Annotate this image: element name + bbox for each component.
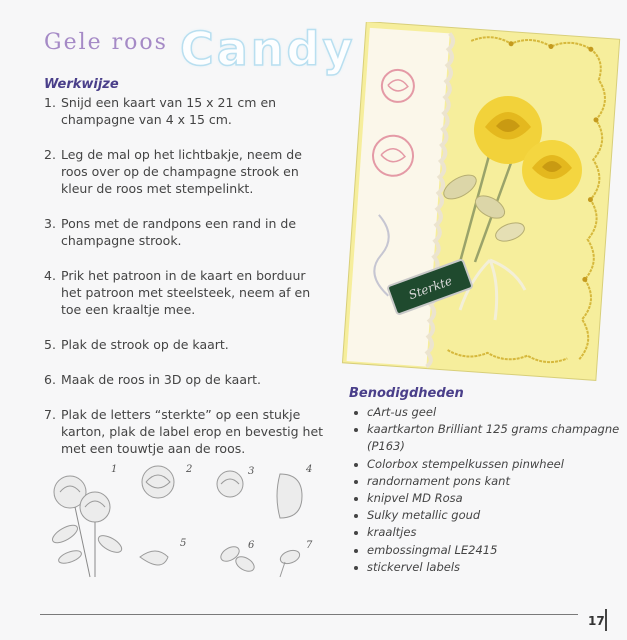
- supplies-list: [353, 404, 627, 576]
- rose-stages-drawing: [40, 462, 340, 592]
- stage-label: 3: [248, 466, 255, 477]
- step-item: 4. Prik het patroon in de kaart en borduur het patroon met steelsteek, neem af en toe een kraaltje mee.: [44, 268, 311, 317]
- rose-stages-illustration: [40, 462, 340, 592]
- stage-label: 6: [248, 540, 255, 551]
- method-heading: Werkwijze: [44, 77, 119, 92]
- step-text: Snijd een kaart van 15 x 21 cm en champagne van 4 x 15 cm.: [61, 95, 277, 127]
- step-text: Prik het patroon in de kaart en borduur het patroon met steelsteek, neem af en toe een kraaltje mee.: [61, 268, 311, 317]
- supply-item: Sulky metallic goud: [353, 507, 627, 524]
- supply-item: stickervel labels: [353, 559, 627, 576]
- step-text: Leg de mal op het lichtbakje, neem de roos over op de champagne strook en kleur de roos met stempelinkt.: [61, 147, 302, 196]
- supply-item: kaartkarton Brilliant 125 grams champagne (P163): [353, 421, 627, 455]
- supply-item: cArt-us geel: [353, 404, 627, 421]
- card-label-text: Sterkte: [406, 273, 454, 303]
- step-item: 5. Plak de strook op de kaart.: [44, 337, 229, 352]
- page-number-bar: [605, 609, 607, 631]
- card-photo: [340, 22, 622, 382]
- page-number: 17: [588, 614, 605, 628]
- step-item: 6. Maak de roos in 3D op de kaart.: [44, 372, 261, 387]
- stage-label: 2: [186, 464, 193, 475]
- step-text: Plak de letters “sterkte” op een stukje karton, plak de label erop en bevestig het met een touwtje aan de roos.: [61, 407, 324, 456]
- step-item: 2. Leg de mal op het lichtbakje, neem de roos over op de champagne strook en kleur de roos met stempelinkt.: [44, 147, 302, 196]
- step-item: 7. Plak de letters “sterkte” op een stukje karton, plak de label erop en bevestig het met een touwtje aan de roos.: [44, 407, 324, 456]
- method-steps: [44, 94, 329, 457]
- candy-logo: Candy: [180, 22, 356, 76]
- supply-item: randornament pons kant: [353, 473, 627, 490]
- stage-label: 7: [306, 540, 313, 551]
- supply-item: knipvel MD Rosa: [353, 490, 627, 507]
- step-item: 1. Snijd een kaart van 15 x 21 cm en champagne van 4 x 15 cm.: [44, 95, 277, 127]
- supply-item: Colorbox stempelkussen pinwheel: [353, 456, 627, 473]
- step-text: Plak de strook op de kaart.: [61, 337, 229, 352]
- supply-item: kraaltjes: [353, 524, 627, 541]
- page-title: Gele roos: [44, 30, 168, 55]
- supply-item: embossingmal LE2415: [353, 542, 627, 559]
- footer-rule: [40, 614, 578, 615]
- stage-label: 4: [306, 464, 313, 475]
- step-text: Pons met de randpons een rand in de champagne strook.: [61, 216, 297, 248]
- stage-label: 1: [111, 464, 118, 475]
- step-item: 3. Pons met de randpons een rand in de champagne strook.: [44, 216, 297, 248]
- stage-label: 5: [180, 538, 187, 549]
- supplies-heading: Benodigdheden: [349, 386, 464, 401]
- step-text: Maak de roos in 3D op de kaart.: [61, 372, 261, 387]
